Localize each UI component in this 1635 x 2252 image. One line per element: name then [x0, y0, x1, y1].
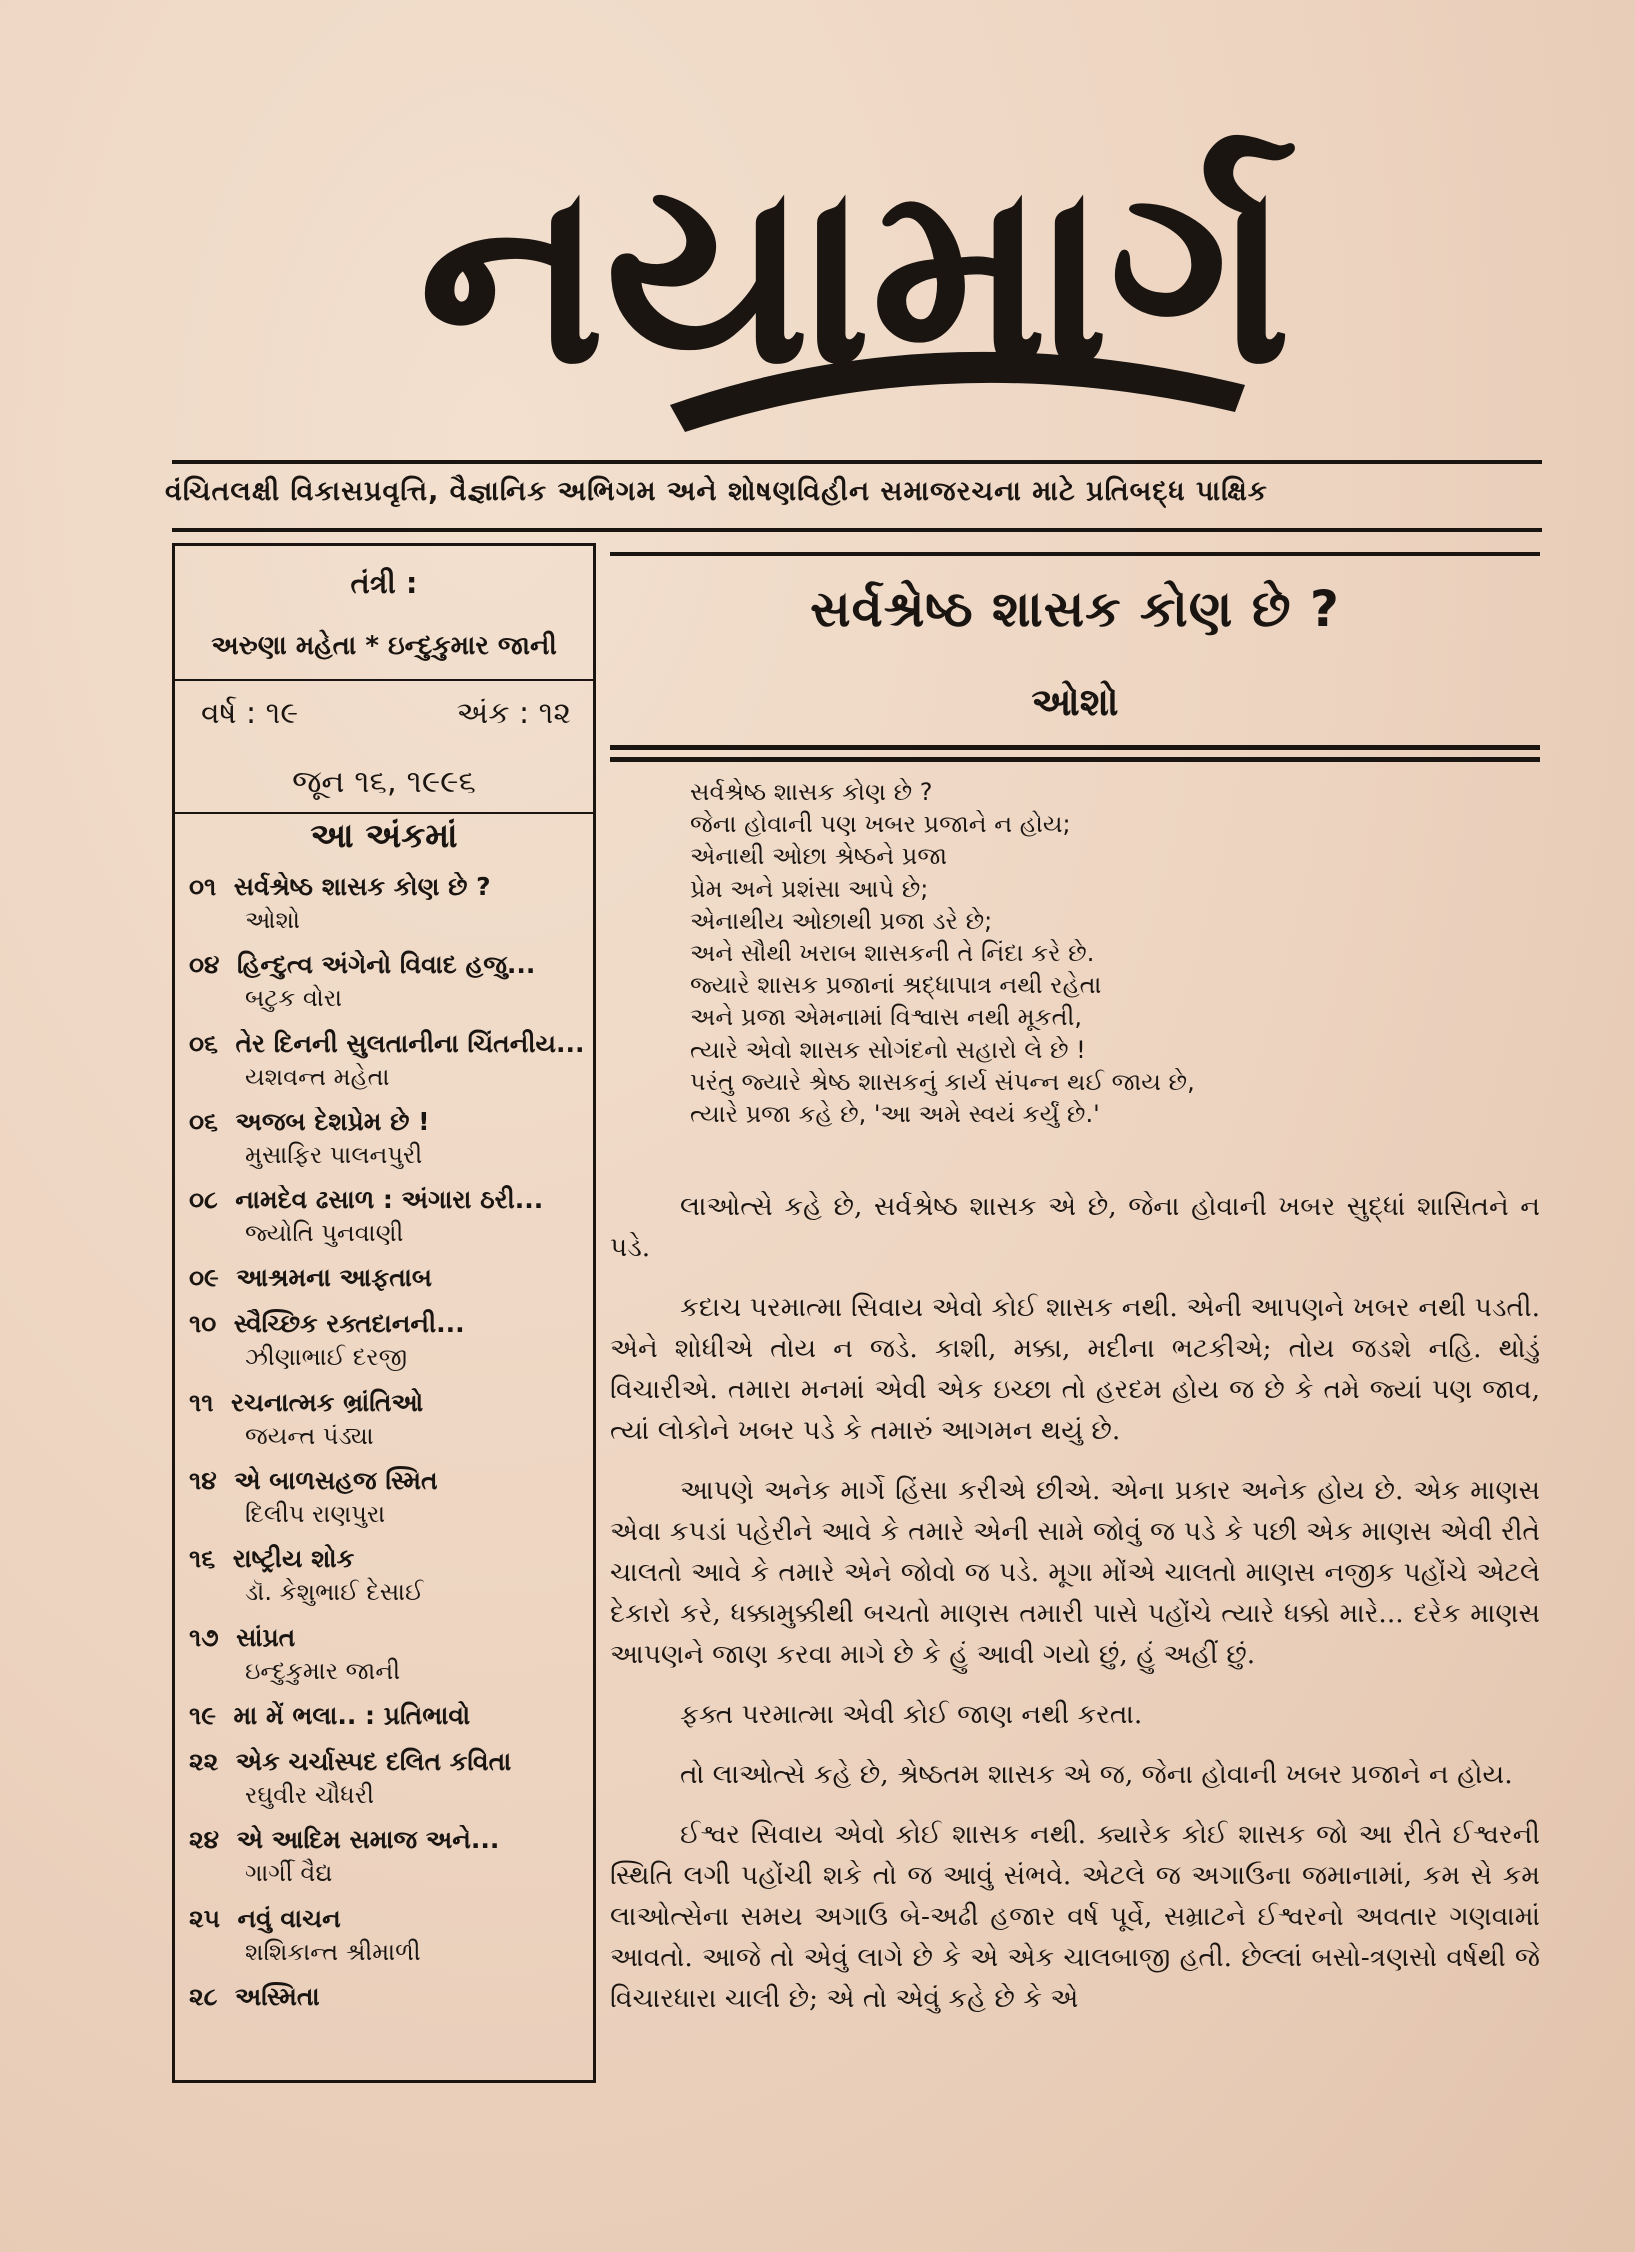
- contents-heading: આ અંકમાં: [310, 816, 458, 856]
- body-paragraph: ઈશ્વર સિવાય એવો કોઈ શાસક નથી. ક્યારેક કોઈ શાસક જો આ રીતે ઈશ્વરની સ્થિતિ લગી પહોંચી શકે તો જ આવું સંભવે. એટલે જ અગાઉના જમાનામાં, કમ સે કમ લાઓત્સેના સમય અગાઉ બે-અઢી હજાર વર્ષ પૂર્વે, સમ્રાટને ઈશ્વરનો અવતાર ગણવામાં આવતો. આજે તો એવું લાગે છે કે એ એક ચાલબાજી હતી. છેલ્લાં બસો-ત્રણસો વર્ષથી જે વિચારધારા ચાલી છે; એ તો એવું કહે છે કે એ: [610, 1819, 1540, 2014]
- epigraph-line: જેના હોવાની પણ ખબર પ્રજાને ન હોય;: [690, 810, 1071, 839]
- epigraph-line: પ્રેમ અને પ્રશંસા આપે છે;: [690, 874, 929, 903]
- epigraph-line: અને પ્રજા એમનામાં વિશ્વાસ નથી મૂકતી,: [690, 1003, 1082, 1032]
- headline-top-rule: [610, 552, 1540, 556]
- body-paragraph: તો લાઓત્સે કહે છે, શ્રેષ્ઠતમ શાસક એ જ, જેના હોવાની ખબર પ્રજાને ન હોય.: [680, 1759, 1513, 1790]
- contents-item: ૦૬ અજબ દેશપ્રેમ છે ! મુસાફિર પાલનપુરી: [189, 1106, 430, 1169]
- tagline: વંચિતલક્ષી વિકાસપ્રવૃત્તિ, વૈજ્ઞાનિક અભિગમ અને શોષણવિહીન સમાજરચના માટે પ્રતિબદ્ધ પાક્ષિક: [165, 476, 1268, 507]
- epigraph-line: એનાથીય ઓછાથી પ્રજા ડરે છે;: [690, 906, 993, 935]
- contents-item: ૧૭ સાંપ્રત ઇન્દુકુમાર જાની: [189, 1622, 401, 1685]
- contents-item: ૧૯ મા મેં ભલા.. : પ્રતિભાવો: [189, 1700, 471, 1730]
- byline-rule-1: [610, 745, 1540, 750]
- contents-item: ૧૬ રાષ્ટ્રીય શોક ડૉ. કેશુભાઈ દેસાઈ: [189, 1544, 424, 1607]
- tagline-bottom-rule: [172, 528, 1542, 532]
- epigraph-line: એનાથી ઓછા શ્રેષ્ઠને પ્રજા: [690, 842, 948, 871]
- contents-item: ૨૨ એક ચર્ચાસ્પદ દલિત કવિતા રઘુવીર ચૌધરી: [189, 1746, 512, 1809]
- issue-date: જૂન ૧૬, ૧૯૯૬: [292, 764, 476, 800]
- masthead-wordmark: [340, 60, 1400, 450]
- contents-item: ૨૫ નવું વાચન શશિકાન્ત શ્રીમાળી: [189, 1903, 421, 1966]
- article-author: ઓશો: [1031, 680, 1119, 724]
- contents-list: [189, 872, 589, 2028]
- body-paragraph: લાઓત્સે કહે છે, સર્વશ્રેષ્ઠ શાસક એ છે, જેના હોવાની ખબર સુદ્ધાં શાસિતને ન પડે.: [610, 1191, 1540, 1263]
- tagline-top-rule: [172, 460, 1542, 464]
- contents-item: ૨૪ એ આદિમ સમાજ અને... ગાર્ગી વૈદ્ય: [189, 1825, 500, 1888]
- contents-item: ૧૦ સ્વૈચ્છિક રક્તદાનની... ઝીણાભાઈ દરજી: [189, 1309, 465, 1372]
- article-headline: સર્વશ્રેષ્ઠ શાસક કોણ છે ?: [810, 580, 1340, 638]
- contents-item: ૦૮ નામદેવ ઢસાળ : અંગારા ઠરી... જ્યોતિ પુનવાણી: [189, 1185, 544, 1248]
- masthead-logo: [340, 60, 1400, 450]
- epigraph-line: ત્યારે એવો શાસક સોગંદનો સહારો લે છે !: [690, 1035, 1086, 1064]
- masthead-title: નયામાર્ગ: [418, 128, 1292, 419]
- issue-number: અંક : ૧૨: [456, 696, 571, 731]
- editor-label: તંત્રી :: [350, 566, 418, 600]
- article-epigraph: [690, 776, 1510, 1130]
- contents-item: ૨૮ અસ્મિતા: [189, 1981, 320, 2011]
- epigraph-line: જ્યારે શાસક પ્રજાનાં શ્રદ્ધાપાત્ર નથી રહેતા: [690, 971, 1102, 1000]
- epigraph-line: પરંતુ જ્યારે શ્રેષ્ઠ શાસકનું કાર્ય સંપન્ન થઈ જાય છે,: [690, 1067, 1195, 1096]
- contents-item: ૦૯ આશ્રમના આફતાબ: [189, 1263, 432, 1293]
- date-divider: [175, 812, 593, 814]
- body-paragraph: આપણે અનેક માર્ગે હિંસા કરીએ છીએ. એના પ્રકાર અનેક હોય છે. એક માણસ એવા કપડાં પહેરીને આવે કે તમારે એની સામે જોવું જ પડે કે પછી એક માણસ એવી રીતે ચાલતો આવે કે તમારે એને જોવો જ પડે. મૂગા મોંએ ચાલતો માણસ નજીક પહોંચે એટલે દેકારો કરે, ધક્કામુક્કીથી બચતો માણસ તમારી પાસે પહોંચે ત્યારે ધક્કો મારે... દરેક માણસ આપણને જાણ કરવા માગે છે કે હું આવી ગયો છું, હું અહીં છું.: [610, 1475, 1540, 1670]
- editors: અરુણા મહેતા * ઇન્દુકુમાર જાની: [211, 631, 557, 661]
- body-paragraph: ફક્ત પરમાત્મા એવી કોઈ જાણ નથી કરતા.: [680, 1699, 1143, 1730]
- epigraph-line: અને સૌથી ખરાબ શાસકની તે નિંદા કરે છે.: [690, 939, 1095, 968]
- epigraph-line: ત્યારે પ્રજા કહે છે, 'આ અમે સ્વયં કર્યું છે.': [690, 1100, 1100, 1129]
- contents-item: ૧૧ રચનાત્મક ભ્રાંતિઓ જયન્ત પંડ્યા: [189, 1387, 424, 1450]
- contents-item: ૦૧ સર્વશ્રેષ્ઠ શાસક કોણ છે ? ઓશો: [189, 872, 491, 934]
- epigraph-line: સર્વશ્રેષ્ઠ શાસક કોણ છે ?: [690, 778, 933, 806]
- contents-item: ૦૬ તેર દિનની સુલતાનીના ચિંતનીય... યશવન્ત મહેતા: [189, 1028, 585, 1091]
- byline-rule-2: [610, 757, 1540, 762]
- editors-divider: [175, 679, 593, 681]
- body-paragraph: કદાચ પરમાત્મા સિવાય એવો કોઈ શાસક નથી. એની આપણને ખબર નથી પડતી. એને શોધીએ તોય ન જડે. કાશી, મક્કા, મદીના ભટકીએ; તોય જડશે નહિ. થોડું વિચારીએ. તમારા મનમાં એવી એક ઇચ્છા તો હરદમ હોય જ છે કે તમે જ્યાં પણ જાવ, ત્યાં લોકોને ખબર પડે કે તમારું આગમન થયું છે.: [610, 1292, 1540, 1446]
- article-body: [610, 1186, 1540, 2038]
- contents-box: [172, 543, 596, 2083]
- contents-item: ૧૪ એ બાળસહજ સ્મિત દિલીપ રાણપુરા: [189, 1466, 438, 1529]
- contents-item: ૦૪ હિન્દુત્વ અંગેનો વિવાદ હજુ... બટુક વોરા: [189, 950, 536, 1013]
- volume-year: વર્ષ : ૧૯: [201, 696, 299, 731]
